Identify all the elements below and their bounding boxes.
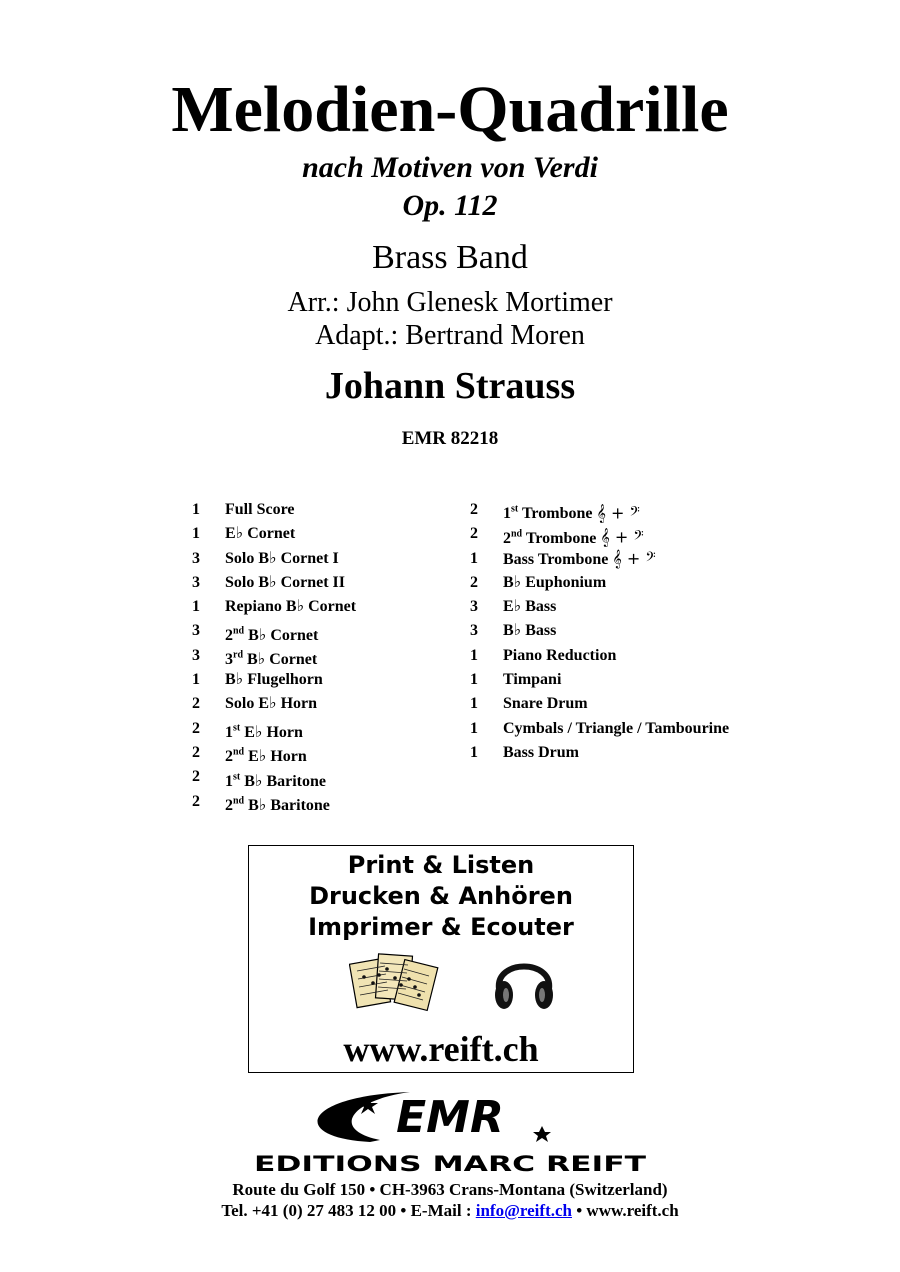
part-name-text: 1st E♭ Horn [225,722,303,741]
part-name [503,741,579,765]
part-name-text: 2nd Trombone [503,528,597,547]
part-name-text: 3rd B♭ Cornet [225,649,318,669]
publisher-name-block [0,1151,900,1180]
part-name [503,644,616,668]
sheet-music-icon [349,949,441,1019]
part-name-text: B♭ Bass [503,622,557,640]
promo-line-german: Drucken & Anhören [309,882,573,910]
clef-icons: 𝄞 + 𝄢 [612,548,656,568]
part-name-text: Solo B♭ Cornet I [225,549,339,567]
part-name [225,522,295,546]
part-name [225,692,317,716]
part-quantity: 3 [470,598,478,616]
part-name [503,619,556,643]
part-quantity: 1 [192,501,200,518]
part-name-text: 1st Trombone [503,504,593,523]
email-link[interactable]: info@reift.ch [475,1201,572,1220]
part-name [225,595,356,619]
part-name [225,547,339,571]
part-quantity: 1 [192,525,200,543]
part-quantity: 1 [470,646,478,664]
part-quantity: 1 [470,719,478,737]
part-quantity: 2 [192,719,200,737]
composer: Johann Strauss [324,365,576,407]
part-name [503,692,588,716]
part-name [225,790,330,818]
part-quantity: 2 [192,792,200,810]
part-quantity: 2 [192,695,200,713]
part-quantity: 1 [470,743,478,761]
part-name-text: Full Score [225,501,295,518]
part-name-text: Solo B♭ Cornet II [225,573,345,591]
part-name-text: Solo E♭ Horn [225,695,318,713]
part-name [503,595,556,619]
part-name-text: E♭ Cornet [225,525,296,543]
promo-url: www.reift.ch [343,1029,539,1069]
part-quantity: 2 [192,768,200,786]
part-quantity: 1 [192,598,200,616]
part-name-text: Repiano B♭ Cornet [225,598,357,616]
part-quantity: 2 [470,525,478,543]
page-title: Melodien-Quadrille [171,73,729,146]
part-name-text: Snare Drum [503,695,588,713]
publisher-contact [0,1201,900,1221]
emr-logo [250,1088,650,1150]
part-quantity: 1 [470,549,478,567]
ensemble: Brass Band [372,239,528,276]
arranger: Arr.: John Glenesk Mortimer [287,287,613,318]
emr-logo-text: EMR [396,1092,504,1143]
part-quantity: 1 [192,671,200,689]
opus-number: Op. 112 [402,189,498,222]
part-name-text: 2nd B♭ Cornet [225,625,319,644]
publisher-wordmark [250,1151,650,1175]
contact-phone: Tel. +41 (0) 27 483 12 00 • E-Mail : [221,1201,476,1220]
part-quantity: 1 [470,695,478,713]
print-listen-box [248,845,634,1073]
part-name-text: Bass Trombone [503,550,609,568]
publisher-name: EDITIONS MARC REIFT [254,1152,647,1175]
part-name-text: Timpani [503,671,562,689]
catalog-number: EMR 82218 [401,428,499,449]
part-name-text: Bass Drum [503,743,580,761]
part-name [503,571,606,595]
adapter: Adapt.: Bertrand Moren [315,320,585,351]
promo-icons [249,943,633,1027]
headphones-icon [491,945,557,1017]
part-name [503,547,656,572]
part-name-text: Piano Reduction [503,646,617,664]
part-name [503,717,729,741]
part-name [225,498,294,522]
part-name [225,571,345,595]
part-quantity: 3 [192,646,200,664]
part-quantity: 2 [192,743,200,761]
part-name-text: B♭ Euphonium [503,573,607,591]
promo-line-french: Imprimer & Ecouter [308,913,574,941]
clef-icons: 𝄞 + 𝄢 [600,527,644,547]
part-name-text: 1st B♭ Baritone [225,771,326,790]
contact-web: • www.reift.ch [571,1201,679,1220]
part-quantity: 3 [192,573,200,591]
part-quantity: 3 [192,622,200,640]
part-name-text: E♭ Bass [503,598,557,616]
part-name-text: B♭ Flugelhorn [225,671,323,689]
part-name-text: 2nd B♭ Baritone [225,795,330,814]
part-quantity: 1 [470,671,478,689]
part-name-text: Cymbals / Triangle / Tambourine [503,719,730,737]
part-quantity: 3 [470,622,478,640]
part-name [503,668,561,692]
part-quantity: 2 [470,573,478,591]
promo-line-english: Print & Listen [347,851,535,879]
part-quantity: 3 [192,549,200,567]
subtitle: nach Motiven von Verdi [302,151,598,184]
clef-icons: 𝄞 + 𝄢 [596,503,640,523]
publisher-address: Route du Golf 150 • CH-3963 Crans-Montana (Switzerland) [232,1180,668,1199]
part-name-text: 2nd E♭ Horn [225,746,307,766]
part-quantity: 2 [470,501,478,518]
part-name [225,668,323,692]
